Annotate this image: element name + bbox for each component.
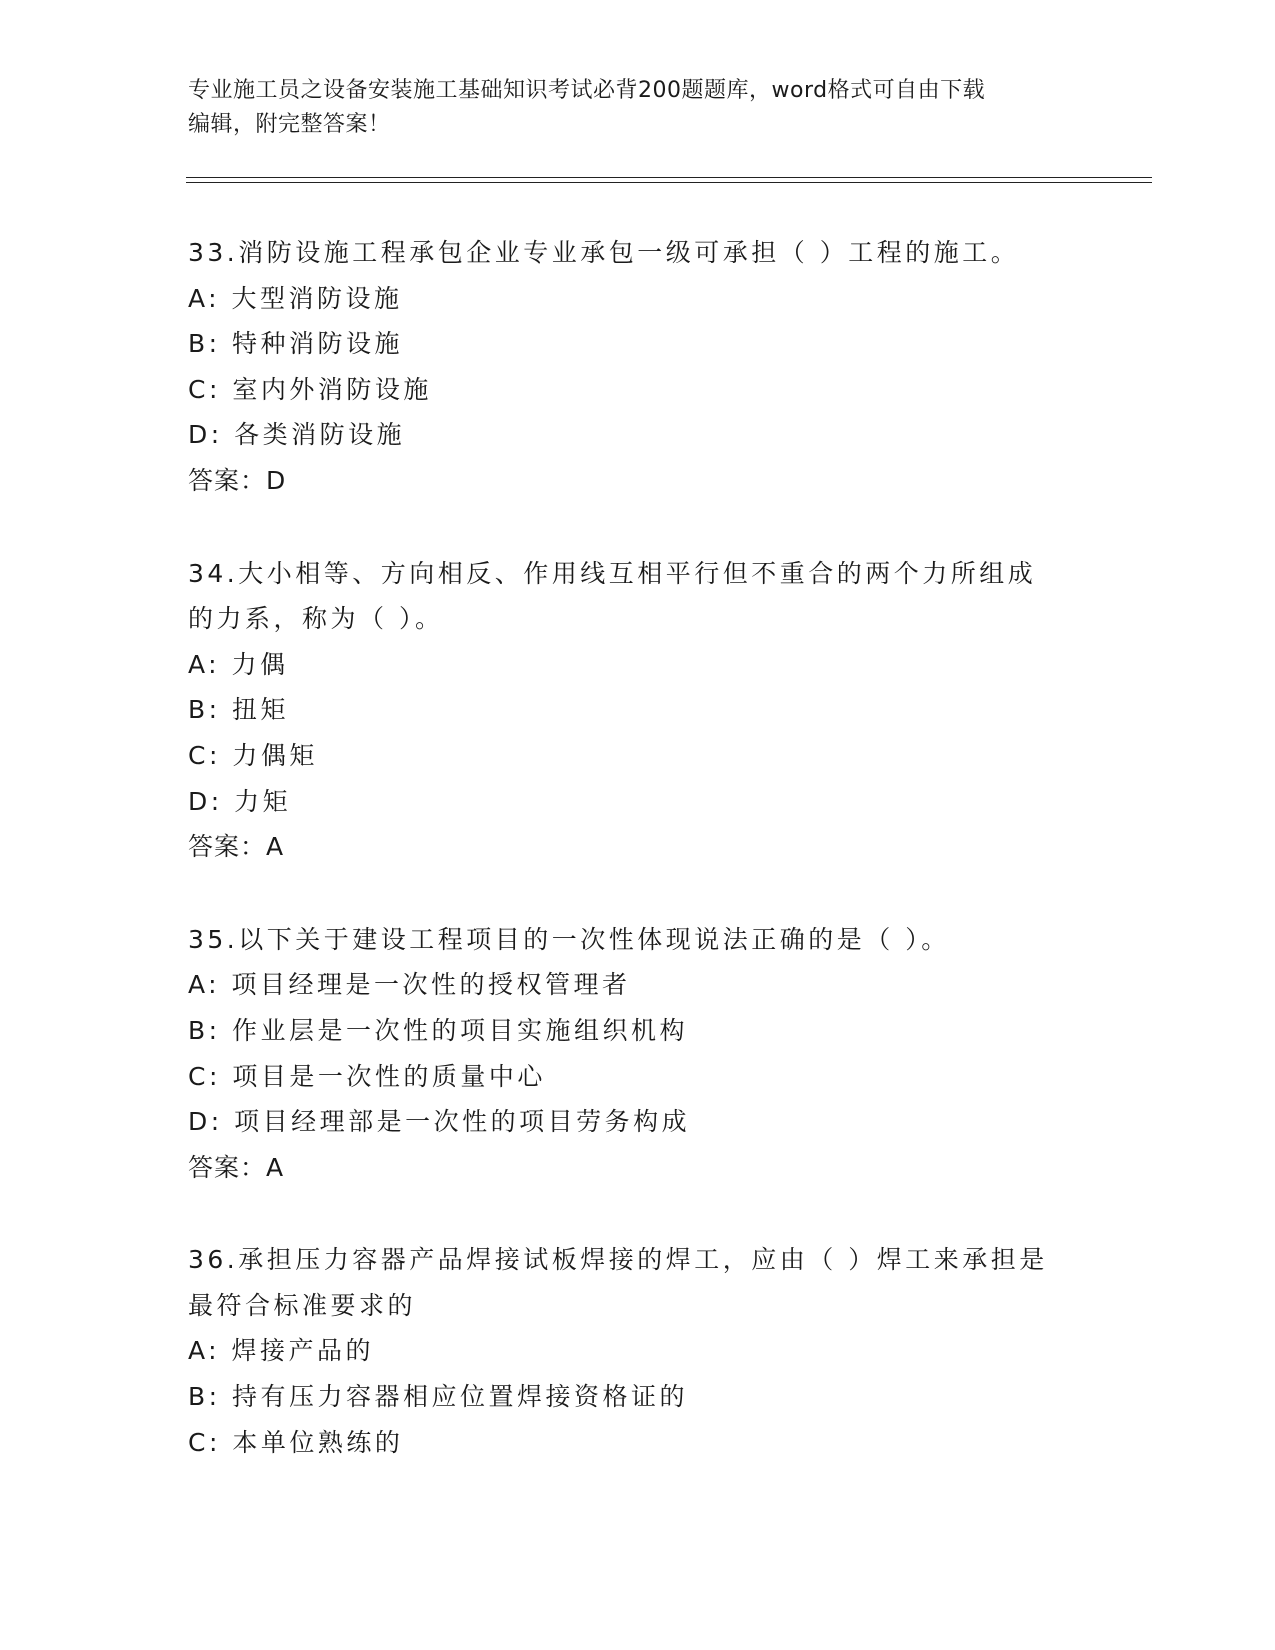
- question-list: [188, 230, 1088, 1512]
- option-b: B: 扭矩: [188, 695, 290, 725]
- question-36: [188, 1237, 1088, 1465]
- question-stem: 36.承担压力容器产品焊接试板焊接的焊工，应由（ ）焊工来承担是最符合标准要求的: [188, 1245, 1048, 1320]
- option-b: B: 持有压力容器相应位置焊接资格证的: [188, 1382, 689, 1412]
- header-title-line-2: 编辑，附完整答案！: [188, 112, 391, 137]
- option-d: D: 力矩: [188, 786, 292, 816]
- option-d: D: 项目经理部是一次性的项目劳务构成: [188, 1107, 691, 1137]
- option-a: A: 力偶: [188, 649, 289, 679]
- option-b: B: 作业层是一次性的项目实施组织机构: [188, 1015, 689, 1045]
- answer: 答案：A: [188, 1152, 285, 1182]
- option-c: C: 力偶矩: [188, 740, 318, 770]
- option-a: A: 焊接产品的: [188, 1336, 375, 1366]
- question-stem: 33.消防设施工程承包企业专业承包一级可承担（ ）工程的施工。: [188, 238, 1020, 267]
- question-stem: 35.以下关于建设工程项目的一次性体现说法正确的是（ ）。: [188, 924, 950, 954]
- option-a: A: 项目经理是一次性的授权管理者: [188, 970, 631, 1000]
- answer: 答案：A: [188, 832, 285, 862]
- option-c: C: 本单位熟练的: [188, 1427, 404, 1457]
- option-c: C: 项目是一次性的质量中心: [188, 1061, 546, 1091]
- header-title-line-1: 专业施工员之设备安装施工基础知识考试必背200题题库，word格式可自由下载: [188, 78, 986, 103]
- document-header: [188, 74, 1088, 142]
- question-35: [188, 917, 1088, 1191]
- option-b: B: 特种消防设施: [188, 329, 404, 359]
- question-33: [188, 230, 1088, 504]
- option-c: C: 室内外消防设施: [188, 374, 432, 404]
- option-d: D: 各类消防设施: [188, 420, 406, 450]
- header-rule-bottom: [186, 182, 1152, 183]
- option-a: A: 大型消防设施: [188, 283, 403, 313]
- header-rule-top: [186, 177, 1152, 178]
- answer: 答案：D: [188, 465, 287, 495]
- question-stem: 34.大小相等、方向相反、作用线互相平行但不重合的两个力所组成的力系，称为（ ）。: [188, 558, 1037, 634]
- question-34: [188, 551, 1088, 870]
